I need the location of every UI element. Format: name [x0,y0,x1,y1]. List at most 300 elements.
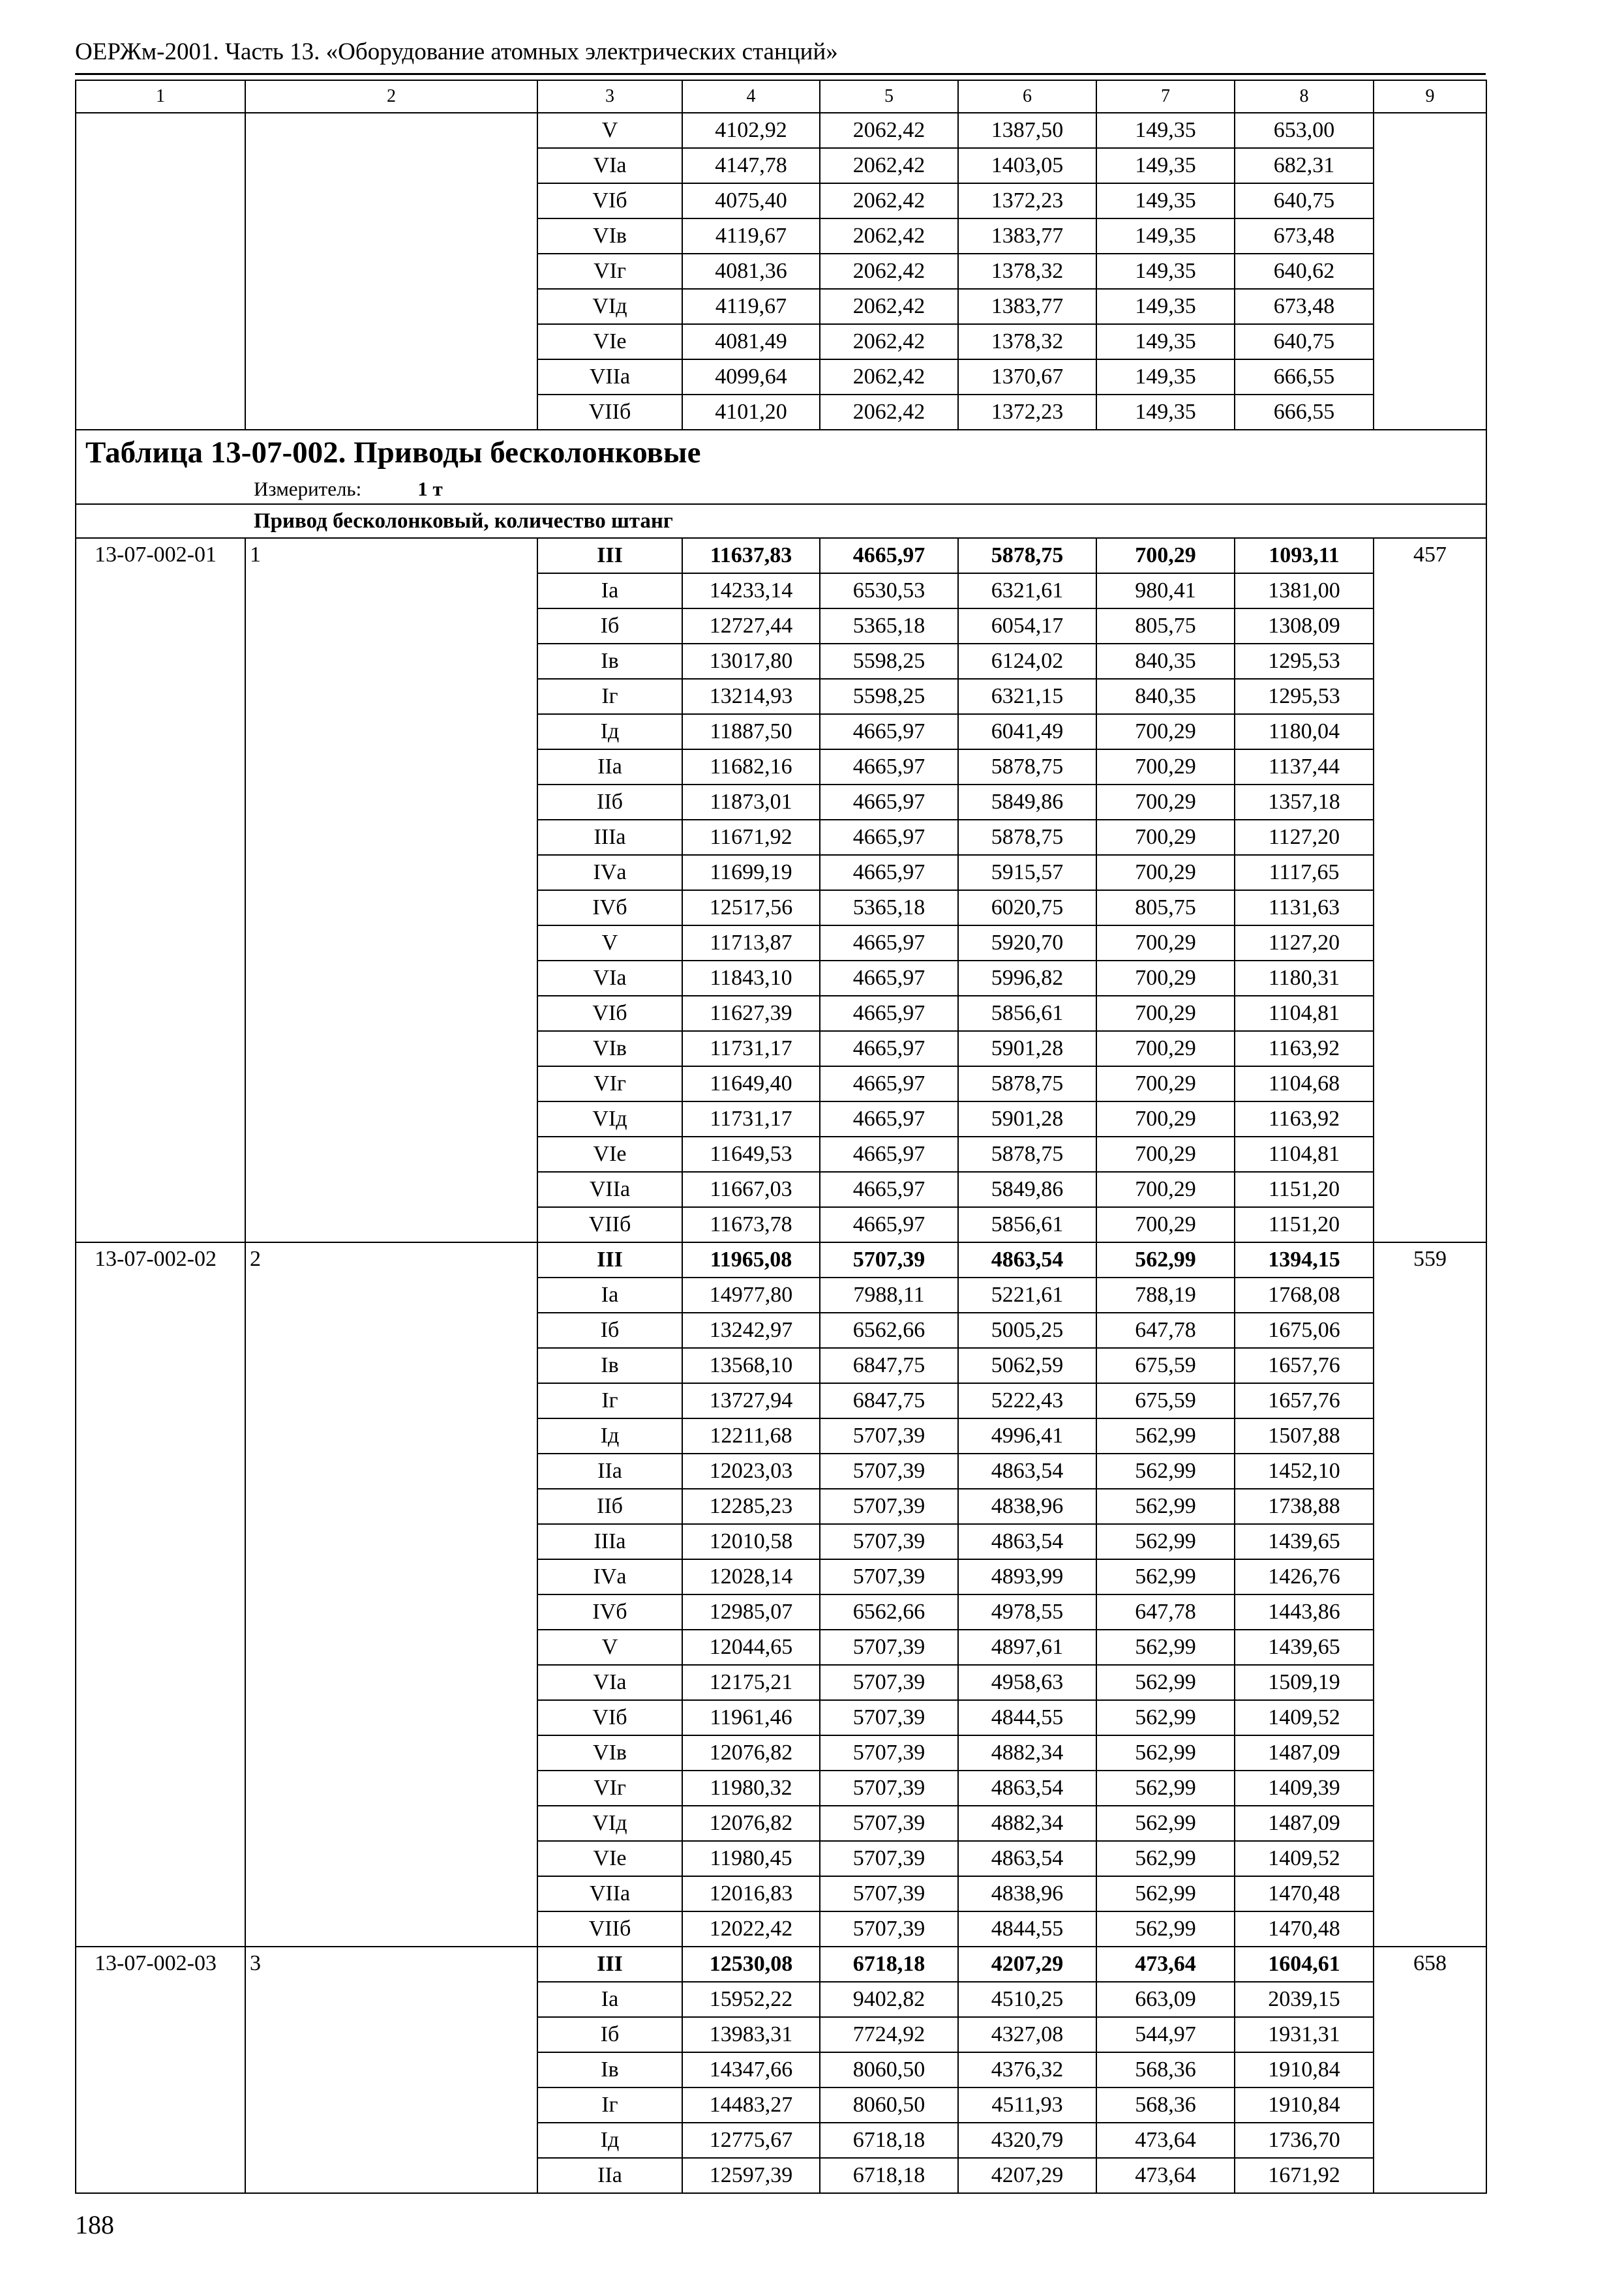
item-col9-value: 457 [1374,538,1486,1242]
variant-cell: III [537,538,682,573]
materials-cell: 1381,00 [1235,573,1374,608]
salary-cell: 4665,97 [820,961,958,996]
total-cost-cell: 13242,97 [682,1313,820,1348]
total-cost-cell: 4119,67 [682,218,820,254]
materials-cell: 1768,08 [1235,1278,1374,1313]
total-cost-cell: 12727,44 [682,608,820,644]
variant-cell: V [537,1630,682,1665]
operator-salary-cell: 149,35 [1096,289,1235,324]
salary-cell: 5598,25 [820,679,958,714]
materials-cell: 1104,68 [1235,1066,1374,1101]
materials-cell: 2039,15 [1235,1982,1374,2017]
materials-cell: 1394,15 [1235,1242,1374,1278]
materials-cell: 1439,65 [1235,1524,1374,1559]
variant-cell: IIа [537,1454,682,1489]
variant-cell: VIе [537,1841,682,1876]
total-cost-cell: 12010,58 [682,1524,820,1559]
salary-cell: 5707,39 [820,1911,958,1947]
variant-cell: Iд [537,1418,682,1454]
unit-cell [76,475,1486,504]
total-cost-cell: 4102,92 [682,113,820,148]
operator-salary-cell: 149,35 [1096,113,1235,148]
materials-cell: 1180,04 [1235,714,1374,749]
column-number: 8 [1235,80,1374,113]
total-cost-cell: 4101,20 [682,395,820,430]
machinery-cell: 6321,15 [958,679,1096,714]
variant-cell: VIв [537,1031,682,1066]
materials-cell: 1671,92 [1235,2158,1374,2193]
operator-salary-cell: 675,59 [1096,1348,1235,1383]
machinery-cell: 4838,96 [958,1489,1096,1524]
machinery-cell: 5849,86 [958,785,1096,820]
materials-cell: 1104,81 [1235,996,1374,1031]
materials-cell: 1736,70 [1235,2123,1374,2158]
salary-cell: 6718,18 [820,1947,958,1982]
variant-cell: IVа [537,1559,682,1594]
salary-cell: 6847,75 [820,1348,958,1383]
total-cost-cell: 4147,78 [682,148,820,183]
salary-cell: 5707,39 [820,1806,958,1841]
machinery-cell: 6321,61 [958,573,1096,608]
salary-cell: 5707,39 [820,1841,958,1876]
machinery-cell: 5222,43 [958,1383,1096,1418]
machinery-cell: 4958,63 [958,1665,1096,1700]
salary-cell: 4665,97 [820,1172,958,1207]
item-parameter: 3 [245,1947,537,2193]
machinery-cell: 4863,54 [958,1841,1096,1876]
variant-cell: IIIа [537,1524,682,1559]
page-header-title: ОЕРЖм-2001. Часть 13. «Оборудование атомных электрических станций» [75,38,838,65]
variant-cell: Iа [537,1278,682,1313]
materials-cell: 1910,84 [1235,2087,1374,2123]
salary-cell: 5707,39 [820,1242,958,1278]
salary-cell: 5707,39 [820,1559,958,1594]
variant-cell: VIб [537,1700,682,1735]
total-cost-cell: 12985,07 [682,1594,820,1630]
machinery-cell: 4996,41 [958,1418,1096,1454]
machinery-cell: 1372,23 [958,183,1096,218]
materials-cell: 1131,63 [1235,890,1374,925]
variant-cell: Iд [537,714,682,749]
salary-cell: 5707,39 [820,1630,958,1665]
variant-cell: III [537,1947,682,1982]
machinery-cell: 4897,61 [958,1630,1096,1665]
materials-cell: 1487,09 [1235,1735,1374,1771]
salary-cell: 4665,97 [820,749,958,785]
operator-salary-cell: 149,35 [1096,218,1235,254]
variant-cell: VIг [537,254,682,289]
machinery-cell: 5915,57 [958,855,1096,890]
salary-cell: 5707,39 [820,1489,958,1524]
salary-cell: 2062,42 [820,359,958,395]
price-table [75,80,1487,2194]
item-code: 13-07-002-02 [76,1242,245,1947]
machinery-cell: 1403,05 [958,148,1096,183]
variant-cell: VIв [537,1735,682,1771]
salary-cell: 2062,42 [820,113,958,148]
salary-cell: 5707,39 [820,1665,958,1700]
total-cost-cell: 12016,83 [682,1876,820,1911]
salary-cell: 2062,42 [820,148,958,183]
variant-cell: IIа [537,749,682,785]
machinery-cell: 4511,93 [958,2087,1096,2123]
total-cost-cell: 11682,16 [682,749,820,785]
machinery-cell: 5856,61 [958,996,1096,1031]
variant-cell: IVб [537,1594,682,1630]
machinery-cell: 5878,75 [958,1137,1096,1172]
operator-salary-cell: 700,29 [1096,1172,1235,1207]
materials-cell: 673,48 [1235,218,1374,254]
variant-cell: VIг [537,1066,682,1101]
materials-cell: 1180,31 [1235,961,1374,996]
salary-cell: 6718,18 [820,2158,958,2193]
machinery-cell: 4327,08 [958,2017,1096,2052]
operator-salary-cell: 562,99 [1096,1418,1235,1454]
variant-cell: VIе [537,1137,682,1172]
salary-cell: 6530,53 [820,573,958,608]
materials-cell: 1910,84 [1235,2052,1374,2087]
total-cost-cell: 12530,08 [682,1947,820,1982]
operator-salary-cell: 788,19 [1096,1278,1235,1313]
total-cost-cell: 12285,23 [682,1489,820,1524]
total-cost-cell: 11980,45 [682,1841,820,1876]
variant-cell: VIг [537,1771,682,1806]
salary-cell: 4665,97 [820,538,958,573]
salary-cell: 8060,50 [820,2087,958,2123]
variant-cell: IIб [537,1489,682,1524]
total-cost-cell: 11980,32 [682,1771,820,1806]
machinery-cell: 5878,75 [958,538,1096,573]
operator-salary-cell: 700,29 [1096,996,1235,1031]
column-number: 1 [76,80,245,113]
machinery-cell: 5996,82 [958,961,1096,996]
table-row [76,1242,1486,1278]
materials-cell: 1657,76 [1235,1383,1374,1418]
salary-cell: 5707,39 [820,1418,958,1454]
machinery-cell: 5901,28 [958,1101,1096,1137]
operator-salary-cell: 562,99 [1096,1806,1235,1841]
variant-cell: VIд [537,289,682,324]
total-cost-cell: 12775,67 [682,2123,820,2158]
variant-cell: Iб [537,1313,682,1348]
header-rule [75,73,1486,75]
page-number: 188 [75,2210,114,2239]
item-code: 13-07-002-01 [76,538,245,1242]
total-cost-cell: 11671,92 [682,820,820,855]
salary-cell: 4665,97 [820,1066,958,1101]
materials-cell: 1931,31 [1235,2017,1374,2052]
machinery-cell: 4882,34 [958,1735,1096,1771]
operator-salary-cell: 562,99 [1096,1665,1235,1700]
group-title: Привод бесколонковый, количество штанг [76,504,1486,538]
variant-cell: IIб [537,785,682,820]
column-number: 5 [820,80,958,113]
materials-cell: 640,62 [1235,254,1374,289]
operator-salary-cell: 149,35 [1096,395,1235,430]
operator-salary-cell: 562,99 [1096,1524,1235,1559]
salary-cell: 5598,25 [820,644,958,679]
machinery-cell: 4207,29 [958,1947,1096,1982]
operator-salary-cell: 700,29 [1096,925,1235,961]
variant-cell: VIа [537,961,682,996]
operator-salary-cell: 700,29 [1096,1031,1235,1066]
materials-cell: 1295,53 [1235,679,1374,714]
operator-salary-cell: 149,35 [1096,324,1235,359]
variant-cell: Iг [537,679,682,714]
salary-cell: 8060,50 [820,2052,958,2087]
materials-cell: 1509,19 [1235,1665,1374,1700]
total-cost-cell: 11731,17 [682,1031,820,1066]
total-cost-cell: 11649,40 [682,1066,820,1101]
materials-cell: 1151,20 [1235,1172,1374,1207]
operator-salary-cell: 562,99 [1096,1911,1235,1947]
column-number: 7 [1096,80,1235,113]
variant-cell: Iв [537,1348,682,1383]
materials-cell: 640,75 [1235,183,1374,218]
machinery-cell: 4863,54 [958,1771,1096,1806]
table-title: Таблица 13-07-002. Приводы бесколонковые [76,430,1486,475]
operator-salary-cell: 544,97 [1096,2017,1235,2052]
machinery-cell: 4863,54 [958,1242,1096,1278]
table-title-row [76,430,1486,475]
variant-cell: VIа [537,1665,682,1700]
materials-cell: 1409,39 [1235,1771,1374,1806]
total-cost-cell: 4081,49 [682,324,820,359]
operator-salary-cell: 663,09 [1096,1982,1235,2017]
unit-value: 1 т [417,477,443,500]
machinery-cell: 5920,70 [958,925,1096,961]
operator-salary-cell: 700,29 [1096,749,1235,785]
machinery-cell: 5878,75 [958,820,1096,855]
machinery-cell: 5878,75 [958,1066,1096,1101]
materials-cell: 666,55 [1235,359,1374,395]
materials-cell: 1117,65 [1235,855,1374,890]
blank-cell [1374,113,1486,430]
variant-cell: V [537,113,682,148]
salary-cell: 4665,97 [820,855,958,890]
machinery-cell: 4863,54 [958,1524,1096,1559]
salary-cell: 5707,39 [820,1454,958,1489]
operator-salary-cell: 562,99 [1096,1876,1235,1911]
materials-cell: 1507,88 [1235,1418,1374,1454]
total-cost-cell: 12175,21 [682,1665,820,1700]
column-number: 6 [958,80,1096,113]
materials-cell: 666,55 [1235,395,1374,430]
machinery-cell: 1370,67 [958,359,1096,395]
total-cost-cell: 12211,68 [682,1418,820,1454]
machinery-cell: 5901,28 [958,1031,1096,1066]
total-cost-cell: 14977,80 [682,1278,820,1313]
variant-cell: IVб [537,890,682,925]
variant-cell: V [537,925,682,961]
salary-cell: 6562,66 [820,1594,958,1630]
total-cost-cell: 11965,08 [682,1242,820,1278]
variant-cell: IIа [537,2158,682,2193]
operator-salary-cell: 700,29 [1096,1101,1235,1137]
total-cost-cell: 13214,93 [682,679,820,714]
unit-row [76,475,1486,504]
operator-salary-cell: 647,78 [1096,1594,1235,1630]
operator-salary-cell: 562,99 [1096,1489,1235,1524]
operator-salary-cell: 568,36 [1096,2052,1235,2087]
salary-cell: 5707,39 [820,1735,958,1771]
total-cost-cell: 13568,10 [682,1348,820,1383]
blank-cell [245,113,537,430]
salary-cell: 9402,82 [820,1982,958,2017]
operator-salary-cell: 473,64 [1096,1947,1235,1982]
total-cost-cell: 4119,67 [682,289,820,324]
variant-cell: VIIа [537,1876,682,1911]
materials-cell: 1487,09 [1235,1806,1374,1841]
salary-cell: 2062,42 [820,183,958,218]
operator-salary-cell: 700,29 [1096,1207,1235,1242]
item-parameter: 1 [245,538,537,1242]
item-col9-value: 559 [1374,1242,1486,1947]
variant-cell: Iа [537,573,682,608]
materials-cell: 1409,52 [1235,1700,1374,1735]
machinery-cell: 5221,61 [958,1278,1096,1313]
operator-salary-cell: 700,29 [1096,855,1235,890]
column-number: 2 [245,80,537,113]
materials-cell: 1104,81 [1235,1137,1374,1172]
operator-salary-cell: 805,75 [1096,608,1235,644]
item-code: 13-07-002-03 [76,1947,245,2193]
salary-cell: 7988,11 [820,1278,958,1313]
operator-salary-cell: 149,35 [1096,183,1235,218]
materials-cell: 1357,18 [1235,785,1374,820]
unit-label: Измеритель: [254,477,362,500]
variant-cell: Iв [537,644,682,679]
materials-cell: 640,75 [1235,324,1374,359]
salary-cell: 5707,39 [820,1876,958,1911]
salary-cell: 5707,39 [820,1771,958,1806]
materials-cell: 1163,92 [1235,1031,1374,1066]
machinery-cell: 1378,32 [958,254,1096,289]
materials-cell: 682,31 [1235,148,1374,183]
materials-cell: 1127,20 [1235,820,1374,855]
operator-salary-cell: 980,41 [1096,573,1235,608]
materials-cell: 1738,88 [1235,1489,1374,1524]
item-col9-value: 658 [1374,1947,1486,2193]
machinery-cell: 1378,32 [958,324,1096,359]
variant-cell: VIе [537,324,682,359]
variant-cell: Iв [537,2052,682,2087]
total-cost-cell: 14233,14 [682,573,820,608]
materials-cell: 1470,48 [1235,1911,1374,1947]
salary-cell: 4665,97 [820,996,958,1031]
machinery-cell: 1383,77 [958,289,1096,324]
machinery-cell: 6020,75 [958,890,1096,925]
materials-cell: 1657,76 [1235,1348,1374,1383]
total-cost-cell: 12076,82 [682,1735,820,1771]
machinery-cell: 4978,55 [958,1594,1096,1630]
variant-cell: VIIб [537,395,682,430]
variant-cell: VIд [537,1806,682,1841]
salary-cell: 4665,97 [820,1137,958,1172]
table-row [76,1947,1486,1982]
machinery-cell: 5878,75 [958,749,1096,785]
operator-salary-cell: 700,29 [1096,785,1235,820]
total-cost-cell: 11637,83 [682,538,820,573]
operator-salary-cell: 149,35 [1096,359,1235,395]
salary-cell: 2062,42 [820,254,958,289]
machinery-cell: 6054,17 [958,608,1096,644]
table-row [76,113,1486,148]
machinery-cell: 1372,23 [958,395,1096,430]
item-parameter: 2 [245,1242,537,1947]
operator-salary-cell: 562,99 [1096,1700,1235,1735]
operator-salary-cell: 568,36 [1096,2087,1235,2123]
total-cost-cell: 11961,46 [682,1700,820,1735]
total-cost-cell: 11699,19 [682,855,820,890]
machinery-cell: 4320,79 [958,2123,1096,2158]
total-cost-cell: 15952,22 [682,1982,820,2017]
salary-cell: 6562,66 [820,1313,958,1348]
total-cost-cell: 12022,42 [682,1911,820,1947]
total-cost-cell: 4099,64 [682,359,820,395]
variant-cell: VIа [537,148,682,183]
machinery-cell: 4207,29 [958,2158,1096,2193]
machinery-cell: 4863,54 [958,1454,1096,1489]
operator-salary-cell: 562,99 [1096,1630,1235,1665]
total-cost-cell: 13017,80 [682,644,820,679]
salary-cell: 2062,42 [820,395,958,430]
operator-salary-cell: 700,29 [1096,538,1235,573]
blank-cell [76,113,245,430]
operator-salary-cell: 473,64 [1096,2123,1235,2158]
operator-salary-cell: 840,35 [1096,644,1235,679]
machinery-cell: 6041,49 [958,714,1096,749]
salary-cell: 2062,42 [820,324,958,359]
salary-cell: 4665,97 [820,714,958,749]
total-cost-cell: 12597,39 [682,2158,820,2193]
variant-cell: VIв [537,218,682,254]
machinery-cell: 1387,50 [958,113,1096,148]
salary-cell: 4665,97 [820,925,958,961]
total-cost-cell: 12028,14 [682,1559,820,1594]
total-cost-cell: 4075,40 [682,183,820,218]
operator-salary-cell: 840,35 [1096,679,1235,714]
variant-cell: VIд [537,1101,682,1137]
operator-salary-cell: 700,29 [1096,714,1235,749]
machinery-cell: 4376,32 [958,2052,1096,2087]
salary-cell: 4665,97 [820,785,958,820]
variant-cell: Iд [537,2123,682,2158]
salary-cell: 4665,97 [820,1031,958,1066]
operator-salary-cell: 675,59 [1096,1383,1235,1418]
salary-cell: 5707,39 [820,1524,958,1559]
materials-cell: 1439,65 [1235,1630,1374,1665]
materials-cell: 1093,11 [1235,538,1374,573]
salary-cell: 7724,92 [820,2017,958,2052]
total-cost-cell: 4081,36 [682,254,820,289]
operator-salary-cell: 473,64 [1096,2158,1235,2193]
machinery-cell: 4844,55 [958,1700,1096,1735]
materials-cell: 1470,48 [1235,1876,1374,1911]
variant-cell: VIIб [537,1911,682,1947]
salary-cell: 2062,42 [820,289,958,324]
materials-cell: 1409,52 [1235,1841,1374,1876]
operator-salary-cell: 647,78 [1096,1313,1235,1348]
materials-cell: 1151,20 [1235,1207,1374,1242]
operator-salary-cell: 700,29 [1096,1137,1235,1172]
total-cost-cell: 11731,17 [682,1101,820,1137]
variant-cell: VIIб [537,1207,682,1242]
column-number: 9 [1374,80,1486,113]
materials-cell: 1452,10 [1235,1454,1374,1489]
total-cost-cell: 11843,10 [682,961,820,996]
machinery-cell: 5062,59 [958,1348,1096,1383]
